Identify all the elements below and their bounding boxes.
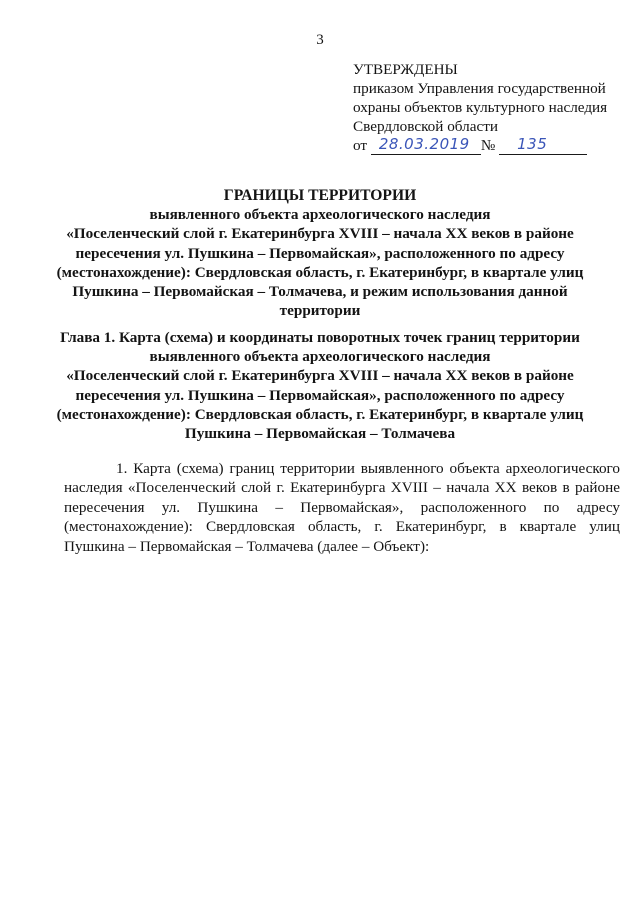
approval-line: Свердловской области xyxy=(353,118,498,135)
title-line: территории xyxy=(279,302,361,320)
approval-line: приказом Управления государственной xyxy=(353,80,606,97)
approval-line: охраны объектов культурного наследия xyxy=(353,99,608,116)
number-prefix: № xyxy=(480,137,496,154)
handwritten-date: 28.03.2019 xyxy=(378,135,470,153)
title-line: «Поселенческий слой г. Екатеринбурга XVIII – начала XX веков в районе xyxy=(66,225,574,243)
paragraph-line: (местонахождение): Свердловская область, г. Екатеринбург, в квартале улиц xyxy=(64,518,620,536)
title-main: ГРАНИЦЫ ТЕРРИТОРИИ xyxy=(223,187,417,204)
chapter-line: «Поселенческий слой г. Екатеринбурга XVIII – начала XX веков в районе xyxy=(66,367,574,385)
paragraph-line: наследия «Поселенческий слой г. Екатеринбурга XVIII – начала XX веков в районе xyxy=(64,479,620,497)
chapter-line: пересечения ул. Пушкина – Первомайская», расположенного по адресу xyxy=(75,386,565,404)
date-prefix: от xyxy=(353,137,368,154)
title-line: выявленного объекта археологического наследия xyxy=(149,206,491,224)
title-line: (местонахождение): Свердловская область, г. Екатеринбург, в квартале улиц xyxy=(56,263,584,281)
document-title xyxy=(40,186,600,320)
number-field xyxy=(499,135,587,155)
chapter-line: Пушкина – Первомайская – Толмачева xyxy=(184,425,456,443)
paragraph-line: 1. Карта (схема) границ территории выявленного объекта археологического xyxy=(116,460,620,477)
date-field xyxy=(371,135,481,155)
title-line: пересечения ул. Пушкина – Первомайская», расположенного по адресу xyxy=(75,244,565,262)
approval-heading: УТВЕРЖДЕНЫ xyxy=(353,61,458,78)
body-paragraph xyxy=(64,459,620,556)
paragraph-line: пересечения ул. Пушкина – Первомайская», расположенного по адресу xyxy=(64,498,620,516)
title-line: Пушкина – Первомайская – Толмачева, и режим использования данной xyxy=(72,283,568,301)
chapter-line: выявленного объекта археологического наследия xyxy=(149,348,491,366)
chapter-line: Глава 1. Карта (схема) и координаты поворотных точек границ территории xyxy=(60,329,580,346)
page-number: 3 xyxy=(316,32,324,48)
chapter-heading xyxy=(40,328,600,443)
approval-date-line xyxy=(353,136,633,158)
handwritten-number: 135 xyxy=(517,135,548,153)
chapter-line: (местонахождение): Свердловская область, г. Екатеринбург, в квартале улиц xyxy=(56,405,584,423)
approval-block xyxy=(353,60,633,158)
paragraph-line: Пушкина – Первомайская – Толмачева (далее – Объект): xyxy=(64,537,430,555)
